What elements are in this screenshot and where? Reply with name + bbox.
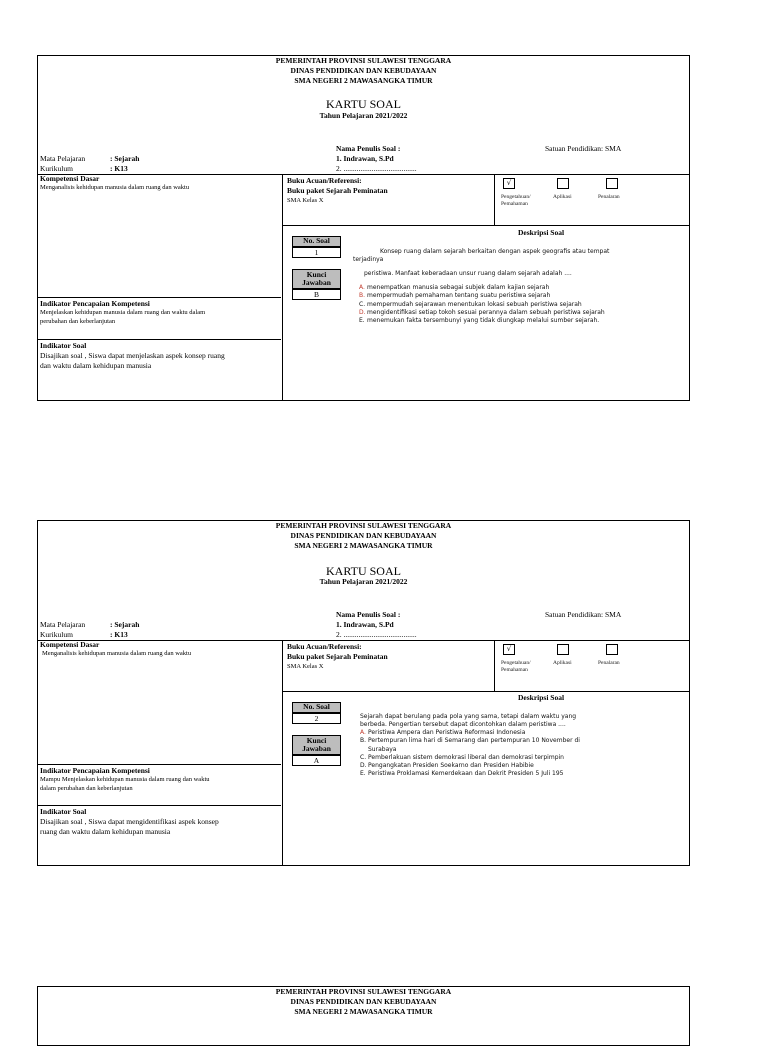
ipk-line-1: Mampu Menjelaskan kehidupan manusia dalam ruang dan waktu xyxy=(40,776,210,783)
question-indicator-1: Disajikan soal , Siswa dapat mengidentifikasi aspek konsep xyxy=(40,817,219,826)
option-b: B. Pertempuran lima hari di Semarang dan pertempuran 10 November di xyxy=(360,737,580,745)
question-line-1: Konsep ruang dalam sejarah berkaitan dengan aspek geografis atau tempat xyxy=(380,248,610,255)
reference-book: Buku paket Sejarah Peminatan xyxy=(287,186,388,195)
divider xyxy=(38,297,281,298)
card-title: KARTU SOAL xyxy=(326,97,401,111)
answer-key: A xyxy=(292,755,341,766)
level-checkbox-application[interactable] xyxy=(557,178,569,189)
level-reasoning-label: Penalaran xyxy=(598,194,620,200)
divider xyxy=(38,174,689,175)
header-line-2: DINAS PENDIDIKAN DAN KEBUDAYAAN xyxy=(290,997,437,1006)
author-1: 1. Indrawan, S.Pd xyxy=(336,154,394,163)
column-divider xyxy=(494,174,495,225)
card-title: KARTU SOAL xyxy=(326,564,401,578)
column-divider xyxy=(282,174,283,400)
subject-label: Mata Pelajaran xyxy=(40,154,86,163)
kd-text: Menganalisis kehidupan manusia dalam ruang dan waktu xyxy=(40,184,190,191)
question-number: 2 xyxy=(292,713,341,724)
column-divider xyxy=(282,640,283,865)
ipk-line-2: dalam perubahan dan keberlanjutan xyxy=(40,785,133,792)
answer-key-label-2: Jawaban xyxy=(302,278,331,287)
author-label: Nama Penulis Soal : xyxy=(336,610,401,619)
header-line-1: PEMERINTAH PROVINSI SULAWESI TENGGARA xyxy=(275,987,452,996)
answer-key-label xyxy=(292,269,341,289)
author-1: 1. Indrawan, S.Pd xyxy=(336,620,394,629)
reference-class: SMA Kelas X xyxy=(287,663,324,670)
level-checkbox-knowledge[interactable]: √ xyxy=(503,644,515,655)
curriculum-value: : K13 xyxy=(110,630,128,639)
column-divider xyxy=(494,640,495,691)
level-knowledge-label: Pengetahuan/ xyxy=(501,660,531,666)
option-e: E. Peristiwa Proklamasi Kemerdekaan dan Dekrit Presiden 5 Juli 195 xyxy=(360,770,564,778)
ipk-label: Indikator Pencapaian Kompetensi xyxy=(40,766,150,775)
author-2: 2. ....................................... xyxy=(336,164,417,173)
kd-label: Kompetensi Dasar xyxy=(40,640,100,649)
divider xyxy=(282,691,689,692)
answer-key-label xyxy=(292,735,341,755)
level-checkbox-reasoning[interactable] xyxy=(606,644,618,655)
divider xyxy=(38,339,281,340)
option-a: A. menempatkan manusia sebagai subjek dalam kajian sejarah xyxy=(359,284,550,291)
curriculum-value: : K13 xyxy=(110,164,128,173)
header-line-2: DINAS PENDIDIKAN DAN KEBUDAYAAN xyxy=(290,66,437,75)
author-2: 2. ....................................... xyxy=(336,630,417,639)
level-knowledge-label: Pengetahuan/ xyxy=(501,194,531,200)
reference-label: Buku Acuan/Referensi: xyxy=(287,642,362,651)
ipk-line-2: perubahan dan keberlanjutan xyxy=(40,318,116,325)
divider xyxy=(38,805,281,806)
kd-label: Kompetensi Dasar xyxy=(40,174,100,183)
reference-class: SMA Kelas X xyxy=(287,197,324,204)
option-c: C. Pemberlakuan sistem demokrasi liberal dan demokrasi terpimpin xyxy=(360,753,564,761)
options-list xyxy=(359,284,689,325)
option-b-cont: Surabaya xyxy=(368,745,397,753)
option-d: D. mengidentifikasi setiap tokoh sesuai perannya dalam sebuah peristiwa sejarah xyxy=(359,308,605,316)
option-c: C. mempermudah sejarawan menentukan lokasi sebuah peristiwa sejarah xyxy=(359,300,582,308)
level-checkbox-knowledge[interactable]: √ xyxy=(503,178,515,189)
education-unit: Satuan Pendidikan: SMA xyxy=(545,144,622,153)
level-knowledge-label-2: Pemahaman xyxy=(501,201,528,207)
level-checkbox-reasoning[interactable] xyxy=(606,178,618,189)
level-knowledge-label-2: Pemahaman xyxy=(501,667,528,673)
question-indicator-1: Disajikan soal , Siswa dapat menjelaskan aspek konsep ruang xyxy=(40,351,225,360)
question-number-label: No. Soal xyxy=(292,236,341,247)
curriculum-label: Kurikulum xyxy=(40,164,73,173)
option-e: E. menemukan fakta tersembunyi yang tidak diungkap melalui sumber sejarah. xyxy=(359,317,600,325)
ipk-label: Indikator Pencapaian Kompetensi xyxy=(40,299,150,308)
question-card-1 xyxy=(37,55,690,401)
description-label: Deskripsi Soal xyxy=(518,693,565,702)
level-checkbox-application[interactable] xyxy=(557,644,569,655)
question-line-1: Sejarah dapat berulang pada pola yang sama, tetapi dalam waktu yang xyxy=(360,713,577,720)
question-line-3: peristiwa. Manfaat keberadaan unsur ruang dalam sejarah adalah .... xyxy=(364,270,572,277)
question-indicator-label: Indikator Soal xyxy=(40,807,87,816)
kd-text: Menganalisis kehidupan manusia dalam ruang dan waktu xyxy=(42,650,192,657)
options-list xyxy=(360,729,690,779)
option-b: B. mempermudah pemahaman tentang suatu peristiwa sejarah xyxy=(359,292,551,300)
subject-value: : Sejarah xyxy=(110,620,140,629)
option-d: D. Pengangkatan Presiden Soekarno dan Presiden Habibie xyxy=(360,762,534,770)
question-number: 1 xyxy=(292,247,341,258)
question-line-2: terjadinya xyxy=(353,256,384,263)
question-indicator-2: ruang dan waktu dalam kehidupan manusia xyxy=(40,827,171,836)
divider xyxy=(38,640,689,641)
school-year: Tahun Pelajaran 2021/2022 xyxy=(319,577,408,586)
level-application-label: Aplikasi xyxy=(553,194,572,200)
header-line-3: SMA NEGERI 2 MAWASANGKA TIMUR xyxy=(294,541,433,550)
ipk-line-1: Menjelaskan kehidupan manusia dalam ruang dan waktu dalam xyxy=(40,309,206,316)
school-year: Tahun Pelajaran 2021/2022 xyxy=(319,111,408,120)
header-line-1: PEMERINTAH PROVINSI SULAWESI TENGGARA xyxy=(275,56,452,65)
author-label: Nama Penulis Soal : xyxy=(336,144,401,153)
header-line-3: SMA NEGERI 2 MAWASANGKA TIMUR xyxy=(294,1007,433,1016)
question-card-3 xyxy=(37,986,690,1046)
answer-key-label-1: Kunci xyxy=(306,736,327,745)
option-a: A. Peristiwa Ampera dan Peristiwa Reformasi Indonesia xyxy=(360,729,526,736)
header-line-2: DINAS PENDIDIKAN DAN KEBUDAYAAN xyxy=(290,531,437,540)
question-number-label: No. Soal xyxy=(292,702,341,713)
education-unit: Satuan Pendidikan: SMA xyxy=(545,610,622,619)
answer-key-label-2: Jawaban xyxy=(302,744,331,753)
question-line-2: berbeda. Pengertian tersebut dapat dicontohkan dalam peristiwa .... xyxy=(360,721,566,728)
question-card-2 xyxy=(37,520,690,866)
reference-book: Buku paket Sejarah Peminatan xyxy=(287,652,388,661)
question-indicator-label: Indikator Soal xyxy=(40,341,87,350)
level-reasoning-label: Penalaran xyxy=(598,660,620,666)
answer-key: B xyxy=(292,289,341,300)
level-application-label: Aplikasi xyxy=(553,660,572,666)
description-label: Deskripsi Soal xyxy=(518,228,565,237)
subject-value: : Sejarah xyxy=(110,154,140,163)
header-line-3: SMA NEGERI 2 MAWASANGKA TIMUR xyxy=(294,76,433,85)
divider xyxy=(38,764,281,765)
subject-label: Mata Pelajaran xyxy=(40,620,86,629)
answer-key-label-1: Kunci xyxy=(306,270,327,279)
question-text xyxy=(366,248,686,256)
reference-label: Buku Acuan/Referensi: xyxy=(287,176,362,185)
header-line-1: PEMERINTAH PROVINSI SULAWESI TENGGARA xyxy=(275,521,452,530)
question-indicator-2: dan waktu dalam kehidupan manusia xyxy=(40,361,152,370)
curriculum-label: Kurikulum xyxy=(40,630,73,639)
divider xyxy=(282,225,689,226)
